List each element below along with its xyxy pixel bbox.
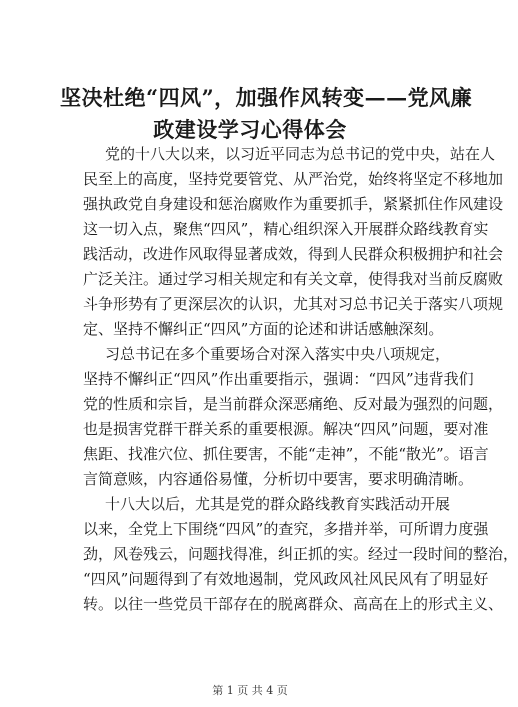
text-line: 言简意赅，内容通俗易懂，分析切中要害，要求明确清晰。 bbox=[83, 470, 474, 488]
title-line-1: 坚决杜绝“四风”，加强作风转变——党风廉 bbox=[60, 85, 473, 110]
paragraph-1 bbox=[83, 142, 504, 342]
text-line: 习总书记在多个重要场合对深入落实中央八项规定， bbox=[105, 345, 451, 363]
text-line: 焦距、找准穴位、抓住要害，不能“走神”，不能“散光”。语言 bbox=[83, 445, 489, 463]
text-line: 以来，全党上下围绕“四风”的查究，多措并举，可所谓力度强 bbox=[83, 520, 489, 538]
text-line: 坚持不懈纠正“四风”作出重要指示，强调：“四风”违背我们 bbox=[83, 370, 474, 388]
text-line: 践活动，改进作风取得显著成效，得到人民群众积极拥护和社会 bbox=[83, 245, 504, 263]
text-line: 斗争形势有了更深层次的认识，尤其对习总书记关于落实八项规 bbox=[83, 295, 504, 313]
text-line: 转。以往一些党员干部存在的脱离群众、高高在上的形式主义、 bbox=[83, 595, 504, 613]
text-line: 强执政党自身建设和惩治腐败作为重要抓手，紧紧抓住作风建设 bbox=[83, 195, 504, 213]
text-line: 广泛关注。通过学习相关规定和有关文章，使得我对当前反腐败 bbox=[83, 270, 504, 288]
text-line: 这一切入点，聚焦“四风”，精心组织深入开展群众路线教育实 bbox=[83, 220, 489, 238]
document-title bbox=[60, 82, 473, 146]
document-body bbox=[83, 142, 518, 617]
text-line: 十八大以后，尤其是党的群众路线教育实践活动开展 bbox=[105, 495, 451, 513]
text-line: “四风”问题得到了有效地遏制，党风政风社风民风有了明显好 bbox=[83, 570, 489, 588]
page-footer: 第 1 页 共 4 页 bbox=[212, 684, 288, 697]
title-line-2: 政建设学习心得体会 bbox=[153, 117, 347, 142]
text-line: 民至上的高度，坚持党要管党、从严治党，始终将坚定不移地加 bbox=[83, 170, 504, 188]
text-line: 也是损害党群干群关系的重要根源。解决“四风”问题，要对准 bbox=[83, 420, 489, 438]
text-line: 党的性质和宗旨，是当前群众深恶痛绝、反对最为强烈的问题， bbox=[83, 395, 504, 413]
text-line: 定、坚持不懈纠正“四风”方面的论述和讲话感触深刻。 bbox=[83, 320, 444, 338]
text-line: 劲，风卷残云，问题找得准，纠正抓的实。经过一段时间的整治， bbox=[83, 545, 518, 563]
paragraph-3 bbox=[83, 492, 518, 617]
text-line: 党的十八大以来，以习近平同志为总书记的党中央，站在人 bbox=[105, 145, 496, 163]
paragraph-2 bbox=[83, 342, 504, 492]
